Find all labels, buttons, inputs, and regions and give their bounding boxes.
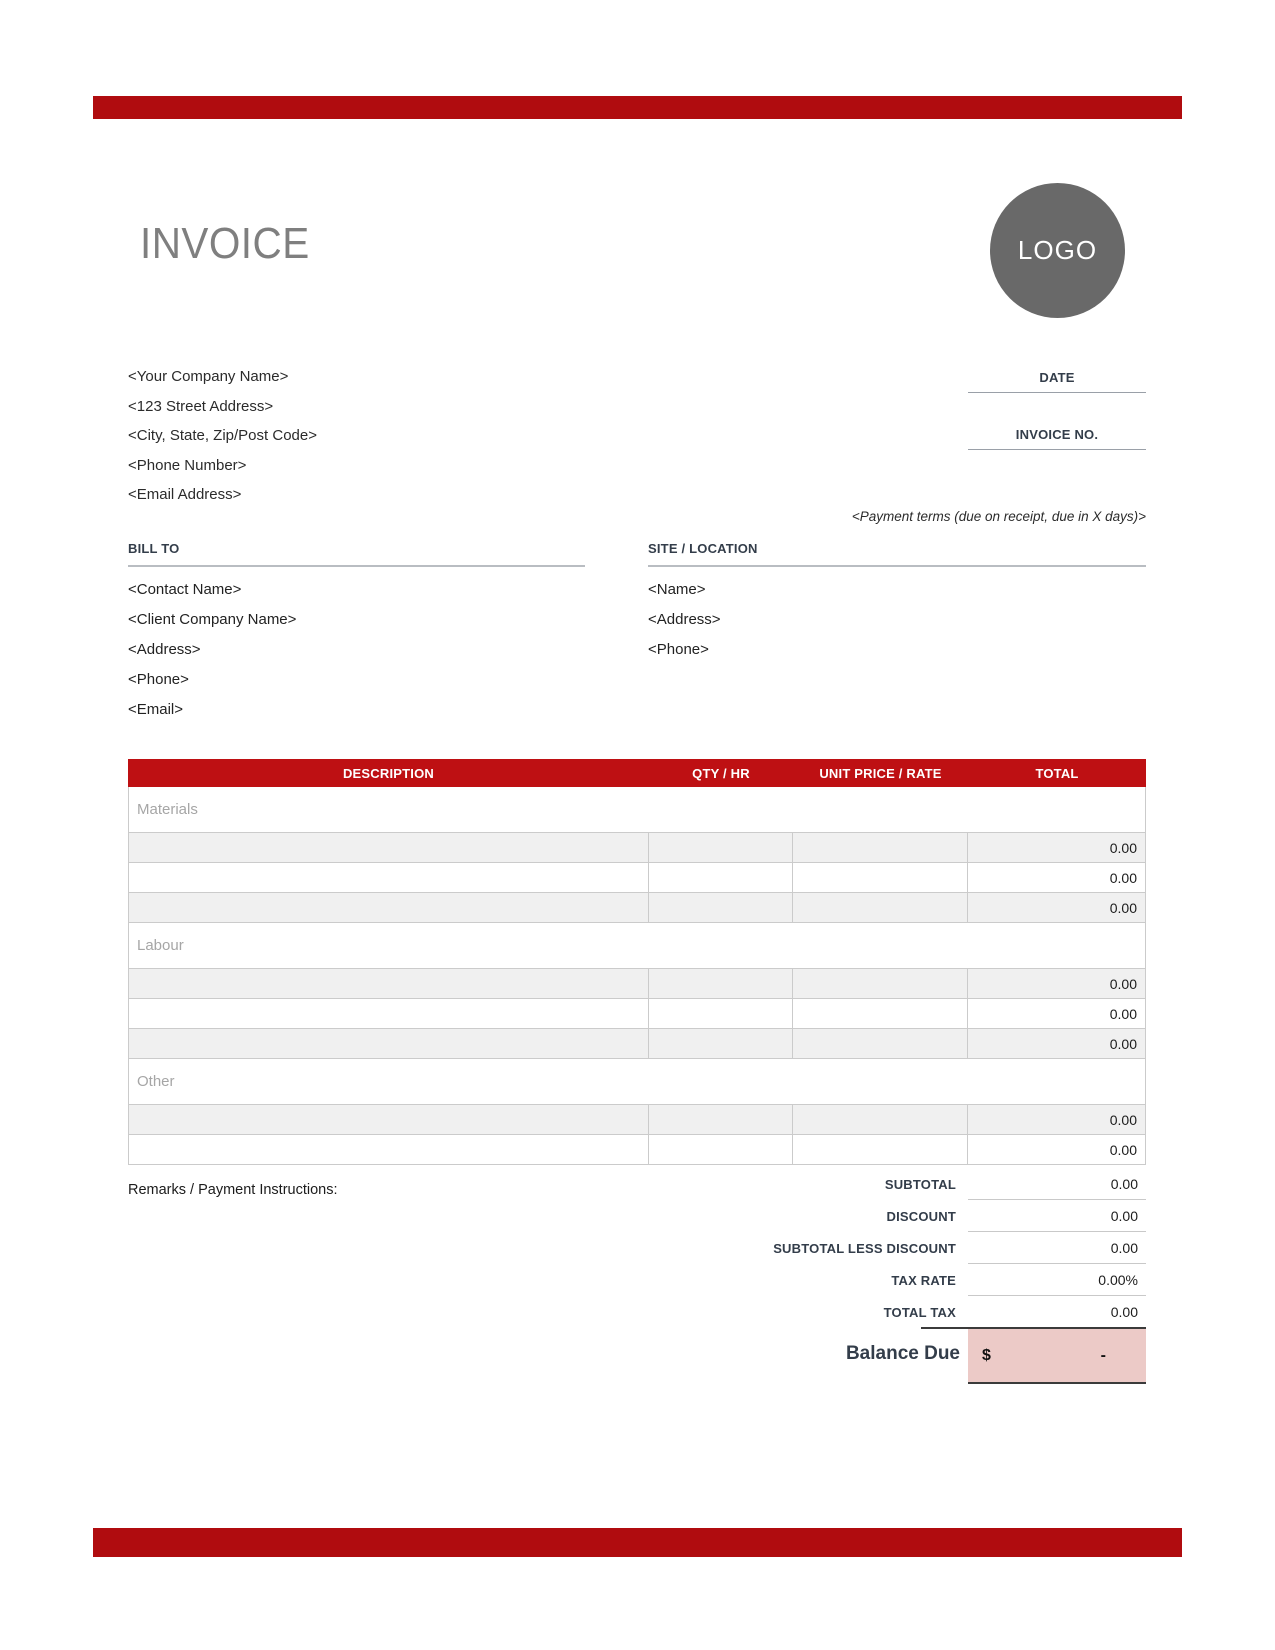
cell-description[interactable] <box>129 1105 649 1134</box>
cell-total[interactable]: 0.00 <box>968 833 1146 862</box>
cell-total[interactable]: 0.00 <box>968 999 1146 1028</box>
cell-qty-hr[interactable] <box>649 1105 793 1134</box>
cell-unit-price[interactable] <box>793 893 968 922</box>
section-label: Materials <box>137 801 198 818</box>
cell-total[interactable]: 0.00 <box>968 1105 1146 1134</box>
section-row-materials[interactable] <box>128 787 1146 833</box>
company-phone-line: <Phone Number> <box>128 456 247 474</box>
cell-description[interactable] <box>129 969 649 998</box>
cell-unit-price[interactable] <box>793 969 968 998</box>
site-phone-line: <Phone> <box>648 641 709 658</box>
summary-row-total-tax <box>128 1296 1146 1328</box>
subtotal-value[interactable]: 0.00 <box>968 1168 1146 1200</box>
items-table-header-row <box>128 759 1146 787</box>
cell-description[interactable] <box>129 1135 649 1164</box>
section-row-other[interactable] <box>128 1059 1146 1105</box>
subtotal-less-discount-label: SUBTOTAL LESS DISCOUNT <box>773 1240 956 1256</box>
bottom-accent-bar <box>93 1528 1182 1557</box>
site-address-line: <Address> <box>648 611 721 628</box>
cell-total[interactable]: 0.00 <box>968 893 1146 922</box>
page-title: INVOICE <box>140 219 310 268</box>
company-info-block[interactable] <box>128 362 317 510</box>
company-email-line: <Email Address> <box>128 486 242 503</box>
col-header-unit-price-rate: UNIT PRICE / RATE <box>819 765 942 781</box>
cell-unit-price[interactable] <box>793 1105 968 1134</box>
balance-due-label: Balance Due <box>845 1343 960 1364</box>
table-row <box>128 1135 1146 1165</box>
section-label: Other <box>137 1073 175 1090</box>
site-location-header: SITE / LOCATION <box>648 541 1146 567</box>
bill-to-contact-line: <Contact Name> <box>128 581 242 598</box>
cell-description[interactable] <box>129 893 649 922</box>
date-label: DATE <box>1039 369 1075 385</box>
tax-rate-value[interactable]: 0.00% <box>968 1264 1146 1296</box>
cell-qty-hr[interactable] <box>649 999 793 1028</box>
cell-unit-price[interactable] <box>793 833 968 862</box>
invoice-no-label: INVOICE NO. <box>1015 426 1099 442</box>
company-city-line: <City, State, Zip/Post Code> <box>128 427 317 444</box>
table-row <box>128 863 1146 893</box>
table-row <box>128 1105 1146 1135</box>
bill-to-address-line: <Address> <box>128 641 201 658</box>
bill-to-phone-line: <Phone> <box>128 671 189 688</box>
summary-row-discount <box>128 1200 1146 1232</box>
company-name-line: <Your Company Name> <box>128 368 289 385</box>
col-header-qty-hr: QTY / HR <box>692 765 750 781</box>
summary-row-tax-rate <box>128 1264 1146 1296</box>
section-row-labour[interactable] <box>128 923 1146 969</box>
currency-symbol: $ <box>982 1346 991 1364</box>
table-row <box>128 893 1146 923</box>
cell-qty-hr[interactable] <box>649 1135 793 1164</box>
cell-description[interactable] <box>129 999 649 1028</box>
cell-total[interactable]: 0.00 <box>968 1029 1146 1058</box>
bill-to-header: BILL TO <box>128 541 585 567</box>
col-header-description: DESCRIPTION <box>342 765 435 781</box>
balance-due-amount-box[interactable] <box>968 1329 1146 1384</box>
date-field[interactable] <box>968 362 1146 393</box>
cell-qty-hr[interactable] <box>649 1029 793 1058</box>
bill-to-email-line: <Email> <box>128 701 184 718</box>
subtotal-less-discount-value[interactable]: 0.00 <box>968 1232 1146 1264</box>
cell-qty-hr[interactable] <box>649 893 793 922</box>
cell-qty-hr[interactable] <box>649 863 793 892</box>
remarks-label: Remarks / Payment Instructions: <box>128 1182 338 1198</box>
section-label: Labour <box>137 937 184 954</box>
cell-unit-price[interactable] <box>793 999 968 1028</box>
site-location-block[interactable] <box>648 575 721 665</box>
payment-terms-note: <Payment terms (due on receipt, due in X days)> <box>851 509 1146 524</box>
company-street-line: <123 Street Address> <box>128 397 274 415</box>
logo-text: LOGO <box>1017 235 1098 265</box>
tax-rate-label: TAX RATE <box>891 1272 956 1288</box>
bill-to-block[interactable] <box>128 575 296 725</box>
cell-description[interactable] <box>129 1029 649 1058</box>
bill-to-company-line: <Client Company Name> <box>128 611 297 628</box>
invoice-no-field[interactable] <box>968 419 1146 450</box>
table-row <box>128 999 1146 1029</box>
cell-unit-price[interactable] <box>793 1135 968 1164</box>
items-table <box>128 759 1146 1165</box>
table-row <box>128 833 1146 863</box>
total-tax-value[interactable]: 0.00 <box>1110 1304 1138 1320</box>
cell-unit-price[interactable] <box>793 863 968 892</box>
total-tax-label: TOTAL TAX <box>883 1304 956 1320</box>
table-row <box>128 1029 1146 1059</box>
totals-summary <box>128 1168 1146 1328</box>
top-accent-bar <box>93 96 1182 119</box>
cell-total[interactable]: 0.00 <box>968 1135 1146 1164</box>
cell-total[interactable]: 0.00 <box>968 969 1146 998</box>
col-header-total: TOTAL <box>1035 765 1079 781</box>
balance-due-value: - <box>1100 1346 1106 1364</box>
table-row <box>128 969 1146 999</box>
discount-value[interactable]: 0.00 <box>968 1200 1146 1232</box>
subtotal-label: SUBTOTAL <box>884 1176 956 1192</box>
cell-total[interactable]: 0.00 <box>968 863 1146 892</box>
cell-qty-hr[interactable] <box>649 833 793 862</box>
cell-qty-hr[interactable] <box>649 969 793 998</box>
cell-description[interactable] <box>129 863 649 892</box>
cell-description[interactable] <box>129 833 649 862</box>
cell-unit-price[interactable] <box>793 1029 968 1058</box>
summary-row-subtotal-less-discount <box>128 1232 1146 1264</box>
summary-row-subtotal <box>128 1168 1146 1200</box>
company-logo-placeholder[interactable] <box>990 183 1125 318</box>
discount-label: DISCOUNT <box>886 1208 956 1224</box>
site-name-line: <Name> <box>648 581 706 598</box>
